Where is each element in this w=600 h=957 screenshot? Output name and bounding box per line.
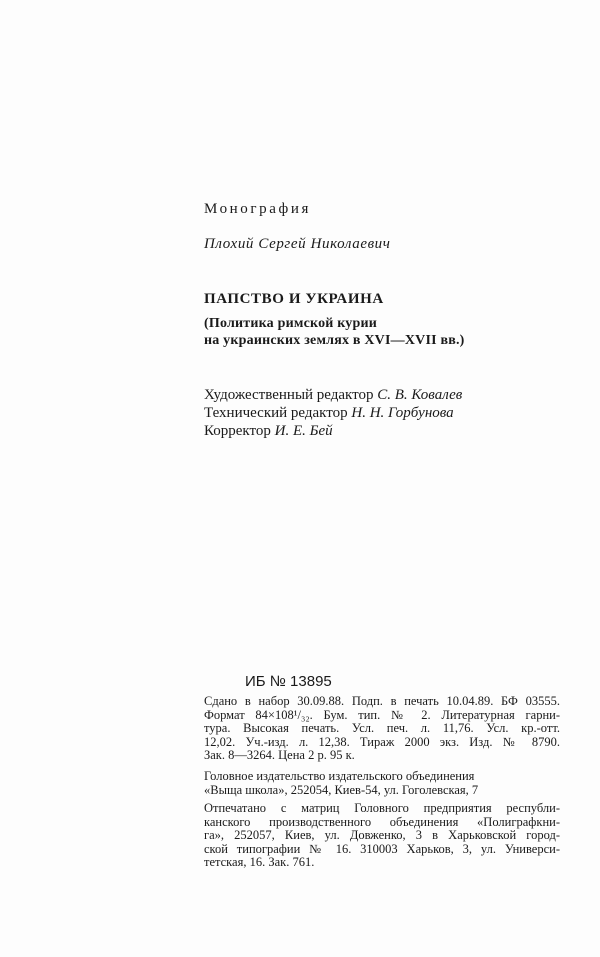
imprint-line: Сдано в набор 30.09.88. Подп. в печать 10.04.89. БФ 03555. — [204, 694, 560, 708]
book-subtitle — [204, 315, 465, 349]
publisher-details — [204, 770, 560, 797]
author-name: Плохий Сергей Николаевич — [204, 236, 391, 252]
production-details — [204, 695, 560, 763]
imprint-line: Зак. 8—3264. Цена 2 р. 95 к. — [204, 748, 355, 762]
ib-number: ИБ № 13895 — [245, 673, 332, 690]
imprint-line: 12,02. Уч.-изд. л. 12,38. Тираж 2000 экз. Изд. № 8790. — [204, 734, 560, 749]
subtitle-line: (Политика римской курии — [204, 316, 378, 331]
imprint-line: Отпечатано с матриц Головного предприятия республи- — [204, 801, 560, 815]
credit-name: С. В. Ковалев — [377, 387, 463, 403]
credit-proofreader — [204, 422, 462, 440]
credit-role: Технический редактор — [204, 405, 348, 421]
credit-role: Художественный редактор — [204, 387, 374, 403]
imprint-line: тетская, 16. Зак. 761. — [204, 855, 315, 869]
imprint-line: Головное издательство издательского объединения — [204, 769, 475, 783]
credit-art-editor — [204, 386, 462, 404]
credit-name: Н. Н. Горбунова — [351, 405, 454, 421]
printer-details — [204, 802, 560, 870]
editorial-credits — [204, 386, 462, 440]
imprint-line: га», 252057, Киев, ул. Довженко, 3 в Харьковской город- — [204, 828, 560, 842]
imprint-line: ской типографии № 16. 310003 Харьков, 3, ул. Универси- — [204, 841, 560, 856]
imprint-line: канского производственного объединения «Полиграфкни- — [204, 814, 560, 829]
imprint-line: «Выща школа», 252054, Киев-54, ул. Гоголевская, 7 — [204, 782, 479, 797]
subtitle-line: на украинских землях в XVI—XVII вв.) — [204, 333, 465, 348]
imprint-line: Формат 84×108¹/₃₂. Бум. тип. № 2. Литературная гарни- — [204, 707, 560, 722]
book-title: ПАПСТВО И УКРАИНА — [204, 291, 384, 307]
credit-role: Корректор — [204, 423, 271, 439]
genre-label: Монография — [204, 201, 311, 217]
credit-name: И. Е. Бей — [274, 423, 333, 439]
credit-technical-editor — [204, 404, 462, 422]
imprint-line: тура. Высокая печать. Усл. печ. л. 11,76. Усл. кр.-отт. — [204, 721, 560, 735]
